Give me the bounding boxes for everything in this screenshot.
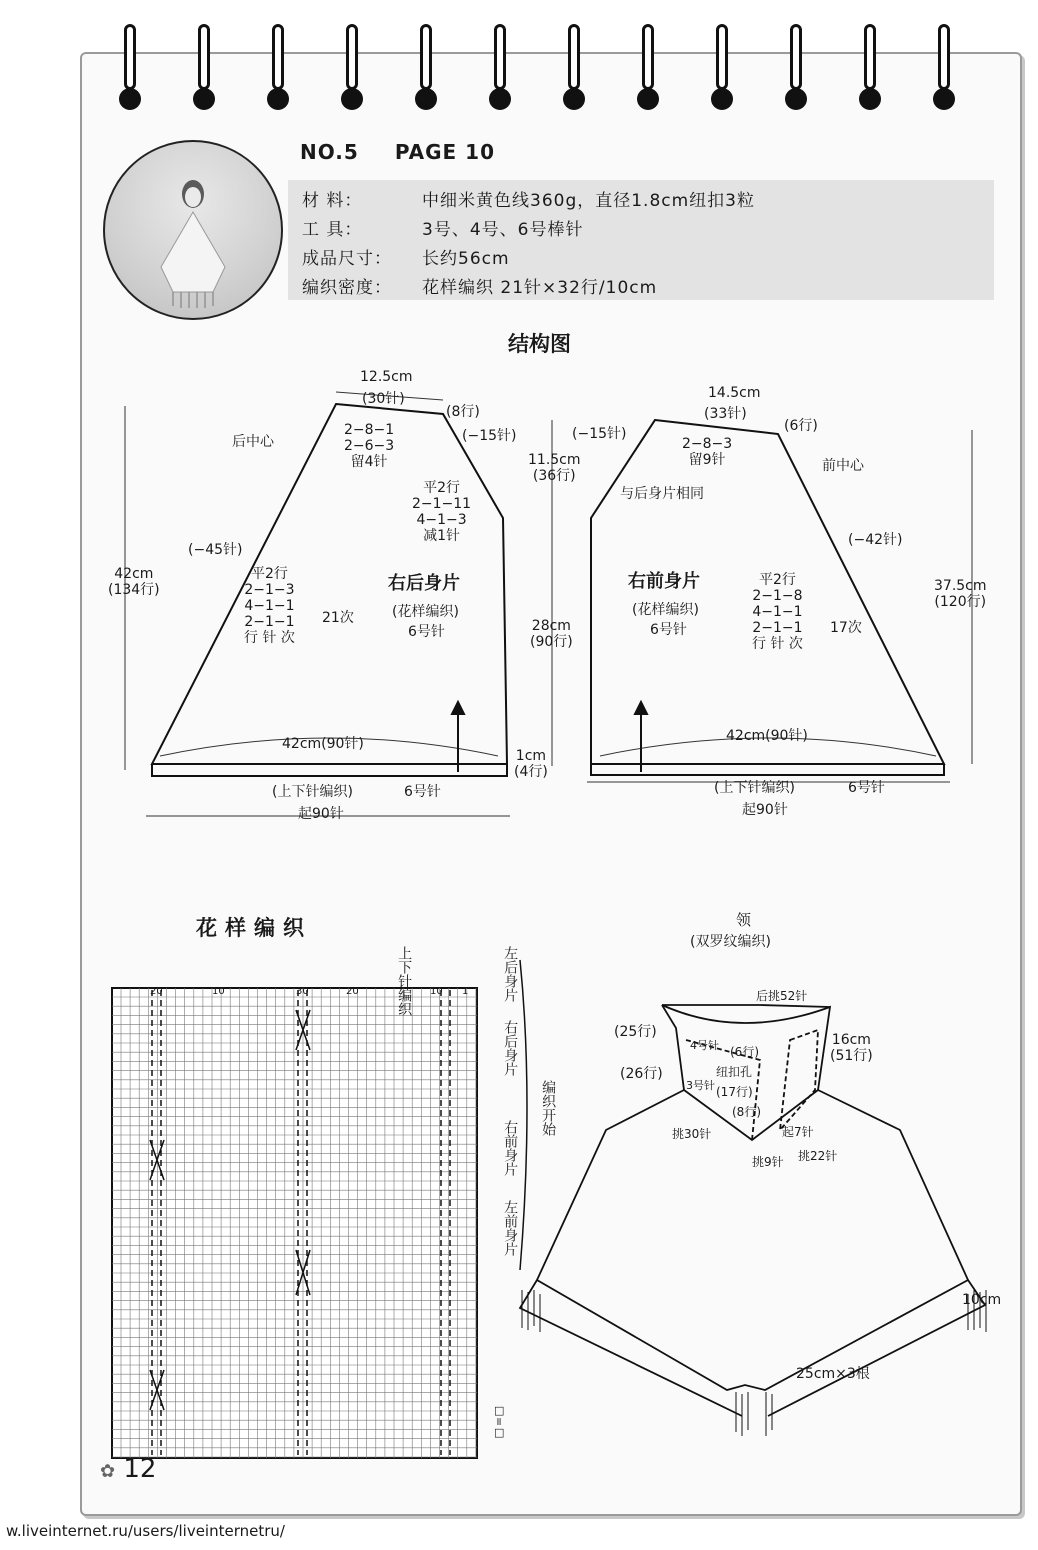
collar-needle-4: 4号针 [690,1039,719,1052]
flower-icon: ✿ [100,1461,116,1482]
back-shoulder-decrease: (−15针) [462,428,517,444]
back-shoulder-sequence: 2−8−1 2−6−3 留4针 [344,422,395,471]
back-hem-stitch: (上下针编织) [272,784,353,800]
back-cast-on: 起90针 [298,806,344,822]
back-hem-needle: 6号针 [404,784,441,800]
front-piece-name: 右前身片 [628,571,700,592]
chart-col-mark: 30 [296,986,309,997]
back-piece-needle: 6号针 [408,624,445,640]
front-top-width: 14.5cm [708,385,761,401]
front-shoulder-sequence: 2−8−3 留9针 [682,436,733,469]
chart-start-label: 编织开始 [540,1080,557,1136]
front-right-sequence: 平2行 2−1−8 4−1−1 2−1−1 行 针 次 [752,572,803,653]
front-shoulder-decrease: (−15针) [572,426,627,442]
fringe-length: 10cm [962,1292,1002,1308]
front-hem-needle: 6号针 [848,780,885,796]
back-piece-name: 右后身片 [388,573,460,594]
back-hem-width: 42cm(90针) [282,736,364,752]
collar-height: 16cm (51行) [830,1032,873,1065]
back-top-width: 12.5cm [360,369,413,385]
chart-side-label-left-front: 左前身片 [502,1200,519,1256]
collar-back-pickup: 后挑52针 [756,989,808,1003]
spec-gauge: 编织密度： 花样编织 21针×32行/10cm [302,278,658,298]
back-center-label: 后中心 [232,434,274,450]
back-piece-pattern: (花样编织) [392,604,459,620]
collar-needle-3: 3号针 [686,1079,715,1092]
page-number: ✿ 12 [100,1454,157,1484]
chart-side-label-hem: 上下针编织 [396,946,413,1016]
collar-pick-30: 挑30针 [672,1127,712,1141]
hem-height: 1cm (4行) [514,748,548,781]
chart-col-mark: 1 [462,986,469,997]
front-right-repeat: 17次 [830,620,862,636]
collar-buttonhole: 纽扣孔 [716,1065,753,1079]
pattern-number: NO.5 [300,140,359,164]
chart-symbol-legend: □=□ [492,1404,506,1440]
fringe-spec: 25cm×3根 [796,1366,870,1382]
poncho-collar-drawing [520,1005,985,1416]
shoulder-height: 11.5cm (36行) [528,452,581,485]
chart-col-mark: 20 [346,986,359,997]
collar-pick-22: 挑22针 [798,1149,838,1163]
structure-title: 结构图 [508,332,571,356]
chart-side-label-left-back: 左后身片 [502,946,519,1002]
back-side-sequence: 平2行 2−1−11 4−1−3 减1针 [412,480,472,545]
front-hem-stitch: (上下针编织) [714,780,795,796]
back-top-rows: (8行) [446,404,480,420]
collar-rows-25: (25行) [614,1024,657,1040]
back-height: 42cm (134行) [108,566,160,599]
chart-col-mark: 10 [212,986,225,997]
chart-col-mark: 20 [150,986,163,997]
front-center-label: 前中心 [822,458,864,474]
front-right-decrease: (−42针) [848,532,903,548]
front-hem-width: 42cm(90针) [726,728,808,744]
back-top-stitches: (30针) [362,391,405,407]
front-height: 37.5cm (120行) [934,578,987,611]
collar-subtitle: (双罗纹编织) [690,934,771,950]
spec-material: 材 料： 中细米黄色线360g，直径1.8cm纽扣3粒 [302,191,755,211]
collar-cast-7: 起7针 [782,1125,814,1139]
collar-rows-6: (6行) [730,1045,759,1059]
source-watermark: w.liveinternet.ru/users/liveinternetru/ [6,1522,285,1540]
body-height: 28cm (90行) [530,618,573,651]
back-left-decrease: (−45针) [188,542,243,558]
collar-rows-26: (26行) [620,1066,663,1082]
front-piece-needle: 6号针 [650,622,687,638]
front-hem-outline [591,764,944,775]
front-top-rows: (6行) [784,418,818,434]
back-hem-outline [152,764,507,776]
chart-side-label-right-back: 右后身片 [502,1020,519,1076]
front-piece-pattern: (花样编织) [632,602,699,618]
front-same-note: 与后身片相同 [620,486,704,502]
chart-title: 花样编织 [196,916,312,940]
collar-title: 领 [736,911,752,929]
back-left-repeat: 21次 [322,610,354,626]
front-cast-on: 起90针 [742,802,788,818]
back-left-sequence: 平2行 2−1−3 4−1−1 2−1−1 行 针 次 [244,566,295,647]
chart-side-label-right-front: 右前身片 [502,1120,519,1176]
collar-rows-17: (17行) [716,1085,753,1099]
spec-tools: 工 具： 3号、4号、6号棒针 [302,220,584,240]
collar-rows-8: (8行) [732,1105,761,1119]
page-reference: PAGE 10 [394,140,496,164]
collar-pick-9: 挑9针 [752,1155,784,1169]
front-top-stitches: (33针) [704,406,747,422]
chart-col-mark: 10 [430,986,443,997]
spec-size: 成品尺寸： 长约56cm [302,249,510,269]
